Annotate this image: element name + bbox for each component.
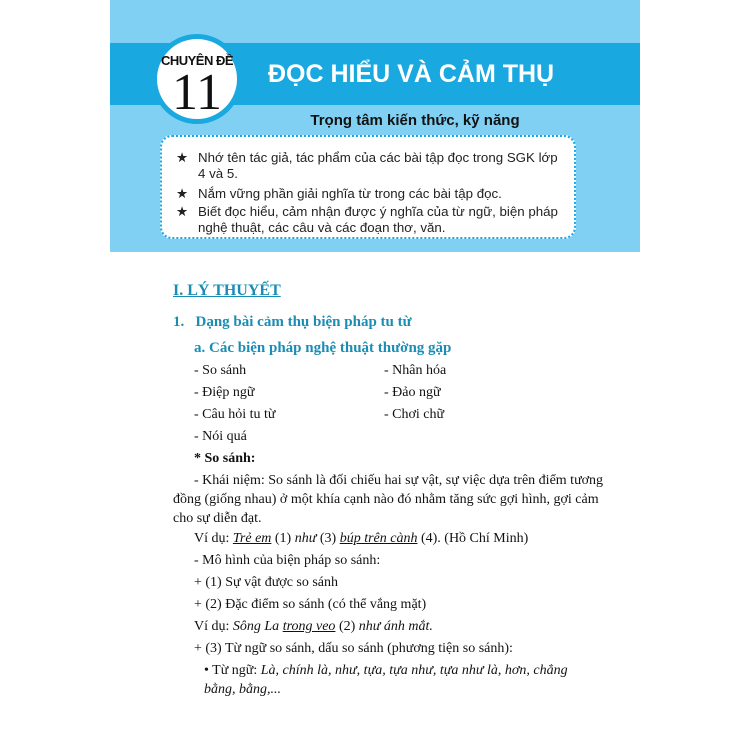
model-line: + (1) Sự vật được so sánh [194, 575, 339, 590]
model-line: + (3) Từ ngữ so sánh, dấu so sánh (phương tiện so sánh): [194, 641, 513, 656]
definition-line: đồng (giống nhau) ở một khía cạnh nào đó nhằm tăng sức gợi hình, gợi cảm [173, 492, 599, 507]
technique: - Câu hỏi tu từ [194, 407, 276, 422]
definition-line: cho sự diễn đạt. [173, 511, 262, 526]
example-2: Ví dụ: Sông La trong veo (2) như ánh mắt. [194, 619, 433, 634]
chapter-badge [152, 34, 242, 124]
words-line: bằng, bằng,... [204, 682, 281, 697]
technique: - Chơi chữ [384, 407, 445, 422]
definition-line: - Khái niệm: So sánh là đối chiếu hai sự vật, sự việc dựa trên điểm tương [194, 473, 604, 488]
chapter-number: 11 [171, 64, 223, 121]
technique: - Điệp ngữ [194, 385, 255, 400]
model-line: - Mô hình của biện pháp so sánh: [194, 553, 381, 568]
technique: - Nhân hóa [384, 363, 447, 378]
chapter-subtitle: Trọng tâm kiến thức, kỹ năng [310, 112, 520, 129]
so-sanh-heading: * So sánh: [194, 451, 256, 466]
subitem-heading: a. Các biện pháp nghệ thuật thường gặp [194, 340, 452, 356]
key-points-box: ★ Nhớ tên tác giả, tác phẩm của các bài tập đọc trong SGK lớp 4 và 5. ★ Nắm vững phần giải nghĩa từ trong các bài tập đọc. ★ Biết đọc hiểu, cảm nhận được ý nghĩa của từ ngữ, biện pháp nghệ thuật, các câu và các đoạn thơ, văn. [160, 135, 576, 239]
example-1: Ví dụ: Trẻ em (1) như (3) búp trên cành (4). (Hồ Chí Minh) [194, 531, 529, 546]
words-line: • Từ ngữ: Là, chính là, như, tựa, tựa như, tựa như là, hơn, chẳng [204, 663, 568, 678]
star-icon: ★ [176, 204, 188, 219]
chapter-label: CHUYÊN ĐỀ [160, 53, 234, 68]
technique: - Nói quá [194, 429, 247, 444]
star-icon: ★ [176, 150, 188, 165]
model-line: + (2) Đặc điểm so sánh (có thể vắng mặt) [194, 597, 427, 612]
item-heading: 1. Dạng bài cảm thụ biện pháp tu từ [173, 314, 412, 330]
section-heading: I. LÝ THUYẾT [173, 282, 281, 299]
star-icon: ★ [176, 186, 188, 201]
technique: - So sánh [194, 363, 247, 378]
technique: - Đảo ngữ [384, 385, 441, 400]
chapter-title: ĐỌC HIỂU VÀ CẢM THỤ [268, 60, 555, 88]
